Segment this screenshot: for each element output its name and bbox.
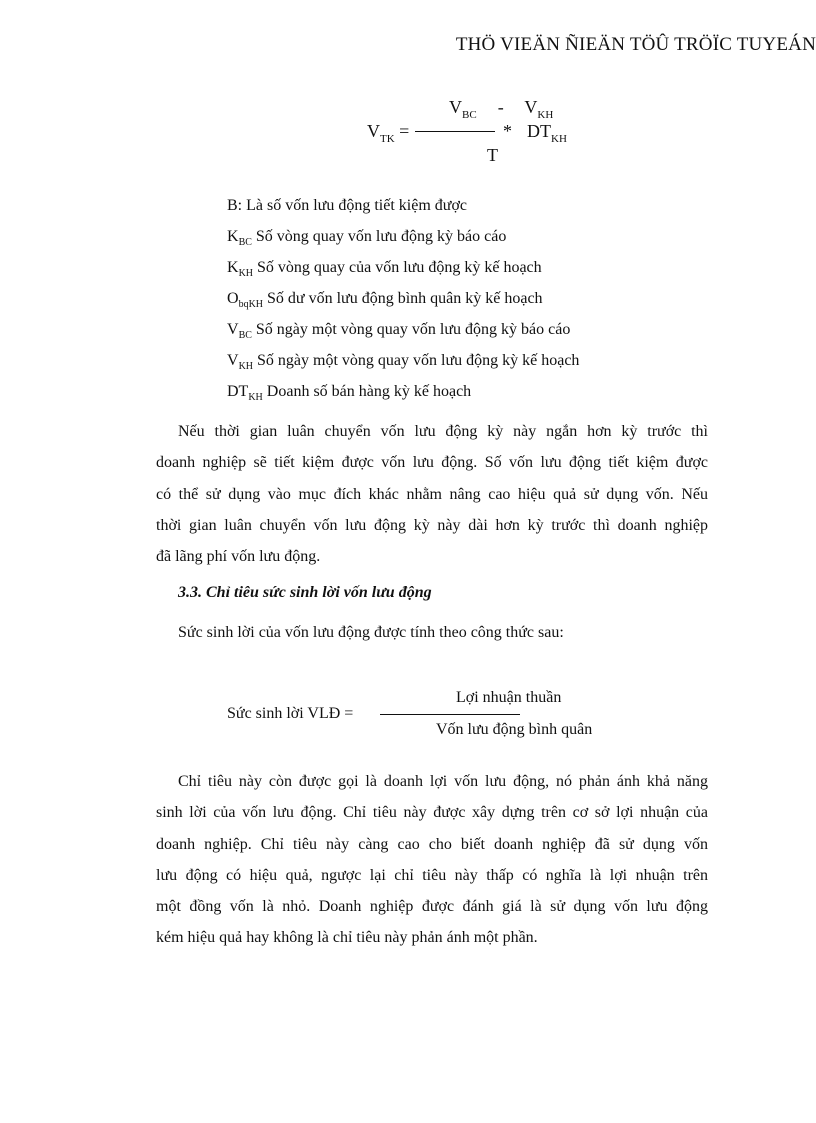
paragraph-line: doanh nghiệp. Chỉ tiêu này càng cao cho biết doanh nghiệp đã sử dụng vốn: [156, 835, 708, 853]
legend-item: [227, 228, 506, 246]
legend-text: Doanh số bán hàng kỳ kế hoạch: [262, 383, 472, 400]
legend-text: Số dư vốn lưu động bình quân kỳ kế hoạch: [263, 290, 543, 307]
paragraph-line: Nếu thời gian luân chuyển vốn lưu động kỳ này ngắn hơn kỳ trước thì: [178, 423, 708, 440]
numerator-symbol-b: V: [524, 97, 538, 117]
multiply-sign: *: [503, 121, 512, 141]
factor-subscript: KH: [551, 133, 567, 145]
legend-item: [227, 352, 579, 370]
legend-text: B: Là số vốn lưu động tiết kiệm được: [227, 197, 467, 214]
formula-denominator: T: [487, 145, 498, 165]
formula2-lhs: Sức sinh lời VLĐ =: [227, 705, 354, 722]
paragraph-profitability: [156, 766, 708, 954]
paragraph-line: có thể sử dụng vào mục đích khác nhằm nâng cao hiệu quả sử dụng vốn. Nếu: [156, 485, 708, 503]
minus-sign: -: [497, 97, 504, 117]
legend-subscript: KH: [248, 392, 263, 403]
formula-numerator: [449, 97, 554, 121]
legend-subscript: KH: [238, 361, 254, 372]
legend-item: [227, 321, 570, 339]
legend-symbol: V: [227, 321, 239, 338]
page-header: THÖ VIEÄN ÑIEÄN TÖÛ TRÖÏC TUYEÁN: [455, 34, 816, 55]
paragraph-line: kém hiệu quả hay không là chỉ tiêu này phản ánh một phần.: [156, 929, 538, 947]
paragraph-turnover: [156, 416, 708, 572]
lhs-symbol: V: [367, 121, 380, 141]
paragraph-line: sinh lời của vốn lưu động. Chỉ tiêu này được xây dựng trên cơ sở lợi nhuận của: [156, 804, 708, 822]
numerator-subscript-a: BC: [462, 109, 477, 121]
legend-symbol: K: [227, 259, 239, 276]
legend-subscript: KH: [238, 268, 254, 279]
formula2-fraction-bar: [380, 714, 520, 715]
legend-item: [227, 259, 542, 277]
formula2-denominator: Vốn lưu động bình quân: [436, 721, 593, 738]
paragraph-line: Chỉ tiêu này còn được gọi là doanh lợi vốn lưu động, nó phản ánh khả năng: [178, 773, 708, 790]
formula-lhs: [367, 121, 410, 145]
legend-item: [227, 290, 543, 308]
paragraph-line: thời gian luân chuyển vốn lưu động kỳ này dài hơn kỳ trước thì doanh nghiệp: [156, 516, 708, 534]
equals-sign: =: [399, 121, 410, 141]
legend-item: [227, 383, 471, 401]
section-heading: 3.3. Chỉ tiêu sức sinh lời vốn lưu động: [178, 584, 432, 601]
legend-text: Số vòng quay vốn lưu động kỳ báo cáo: [251, 228, 507, 245]
legend-subscript: bqKH: [238, 299, 264, 310]
legend-item: [227, 197, 467, 215]
lhs-subscript: TK: [380, 133, 395, 145]
paragraph-line: một đồng vốn là nhỏ. Doanh nghiệp được đánh giá là sử dụng vốn lưu động: [156, 898, 708, 916]
legend-subscript: BC: [238, 237, 252, 248]
legend-symbol: V: [227, 352, 239, 369]
legend-text: Số ngày một vòng quay vốn lưu động kỳ báo cáo: [251, 321, 571, 338]
legend-subscript: BC: [238, 330, 252, 341]
formula-intro: Sức sinh lời của vốn lưu động được tính theo công thức sau:: [178, 624, 564, 641]
paragraph-line: lưu động có hiệu quả, ngược lại chỉ tiêu này thấp có nghĩa là lợi nhuận trên: [156, 866, 708, 884]
factor-symbol: DT: [527, 121, 551, 141]
legend-text: Số ngày một vòng quay vốn lưu động kỳ kế hoạch: [253, 352, 580, 369]
numerator-symbol-a: V: [449, 97, 462, 117]
legend-symbol: DT: [227, 383, 249, 400]
legend-text: Số vòng quay của vốn lưu động kỳ kế hoạch: [253, 259, 542, 276]
numerator-subscript-b: KH: [537, 109, 554, 121]
paragraph-line: doanh nghiệp sẽ tiết kiệm được vốn lưu động. Số vốn lưu động tiết kiệm được: [156, 454, 708, 472]
paragraph-line: đã lãng phí vốn lưu động.: [156, 548, 321, 566]
fraction-bar: [415, 131, 495, 132]
formula2-numerator: Lợi nhuận thuần: [456, 689, 562, 706]
legend-symbol: K: [227, 228, 239, 245]
legend-symbol: O: [227, 290, 239, 307]
formula-factor: [503, 121, 567, 145]
